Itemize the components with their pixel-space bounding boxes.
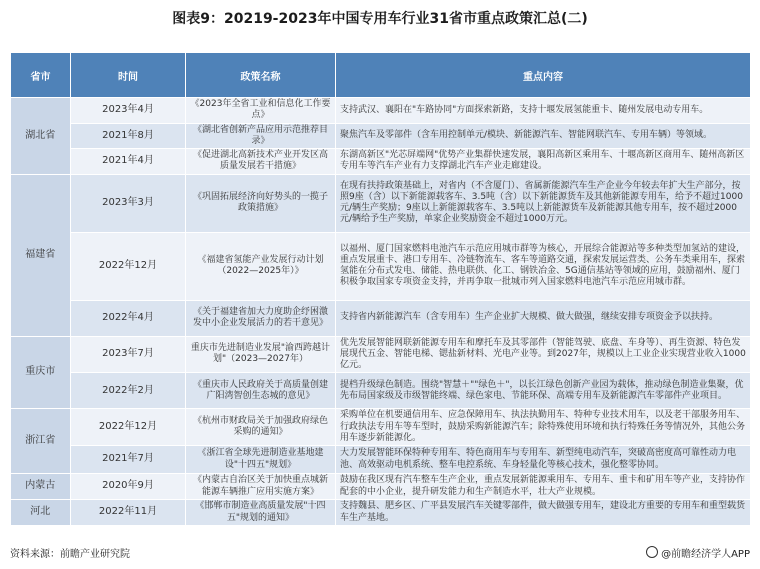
content-cell: 支持武汉、襄阳在"车路协同"方面探索新路，支持十堰发展氢能重卡、随州发展电动专用车。 — [336, 98, 751, 124]
policy-name-cell: 《湖北省创新产品应用示范推荐目录》 — [186, 123, 336, 149]
policy-table — [10, 52, 751, 526]
table-row — [11, 409, 751, 446]
province-cell: 内蒙古 — [11, 474, 71, 500]
content-cell: 采购单位在机要通信用车、应急保障用车、执法执勤用车、特种专业技术用车，以及老干部服务用车、行政执法专用车等车型时，鼓励采购新能源汽车；除特殊使用环境和执行特殊任务等情况外，其他公务用车逐步新能源化。 — [336, 409, 751, 446]
province-cell: 重庆市 — [11, 336, 71, 409]
brand-logo-icon — [646, 546, 658, 558]
content-cell: 支持省内新能源汽车（含专用车）生产企业扩大规模、做大做强，继续安排专项资金予以扶持。 — [336, 300, 751, 336]
table-row — [11, 123, 751, 149]
table-row — [11, 474, 751, 500]
province-cell: 湖北省 — [11, 98, 71, 175]
table-row — [11, 149, 751, 175]
policy-table-container — [10, 52, 750, 526]
time-cell: 2022年12月 — [71, 409, 186, 446]
policy-name-cell: 重庆市先进制造业发展"渝西跨越计划"（2023—2027年） — [186, 336, 336, 373]
content-cell: 优先发展智能网联新能源专用车和摩托车及其零部件（智能驾驶、底盘、车身等）、再生资源、特色发展现代五金、智能电梯、锶盐新材料、光电产业等。到2027年，规模以上工业企业实现营业收入1000亿元。 — [336, 336, 751, 373]
policy-name-cell: 《促进湖北高新技术产业开发区高质量发展若干措施》 — [186, 149, 336, 175]
chart-title: 图表9：20219-2023年中国专用车行业31省市重点政策汇总(二) — [172, 11, 588, 27]
policy-name-cell: 《福建省氢能产业发展行动计划（2022—2025年）》 — [186, 232, 336, 300]
time-cell: 2023年4月 — [71, 98, 186, 124]
header-policy-name: 政策名称 — [186, 53, 336, 98]
content-cell: 大力发展智能环保特种专用车、特色商用车与专用车、新型纯电动汽车，突破高密度高可靠性动力电池、高效驱动电机系统、整车电控系统、车身轻量化等核心技术，强化整零协同。 — [336, 446, 751, 474]
province-cell: 浙江省 — [11, 409, 71, 474]
table-row — [11, 336, 751, 373]
time-cell: 2022年11月 — [71, 500, 186, 526]
province-cell: 福建省 — [11, 174, 71, 336]
time-cell: 2022年2月 — [71, 373, 186, 409]
policy-name-cell: 《巩固拓展经济向好势头的一揽子政策措施》 — [186, 174, 336, 232]
brand-note — [646, 545, 750, 560]
time-cell: 2023年7月 — [71, 336, 186, 373]
content-cell: 支持魏县、肥乡区、广平县发展汽车关键零部件，做大做强专用车，建设北方重要的专用车和重型载货车生产基地。 — [336, 500, 751, 526]
header-key-content: 重点内容 — [336, 53, 751, 98]
table-row — [11, 98, 751, 124]
time-cell: 2021年7月 — [71, 446, 186, 474]
source-note: 资料来源：前瞻产业研究院 — [10, 549, 130, 560]
time-cell: 2023年3月 — [71, 174, 186, 232]
policy-name-cell: 《浙江省全球先进制造业基地建设"十四五"规划》 — [186, 446, 336, 474]
table-row — [11, 446, 751, 474]
policy-name-cell: 《杭州市财政局关于加强政府绿色采购的通知》 — [186, 409, 336, 446]
content-cell: 提档升级绿色制造。围绕"智慧＋""绿色＋"，以长江绿色创新产业园为载体，推动绿色制造业集聚，优先布局国家级及市级智能终端、绿色家电、节能环保、高端专用车及新能源汽车零部件产业项目。 — [336, 373, 751, 409]
content-cell: 鼓励在我区现有汽车整车生产企业，重点发展新能源乘用车、专用车、重卡和矿用车等产业，支持协作配套的中小企业，提升研发能力和生产制造水平，壮大产业规模。 — [336, 474, 751, 500]
header-time: 时间 — [71, 53, 186, 98]
policy-name-cell: 《2023年全省工业和信息化工作要点》 — [186, 98, 336, 124]
policy-name-cell: 《内蒙古自治区关于加快重点城新能源车辆推广应用实施方案》 — [186, 474, 336, 500]
content-cell: 聚焦汽车及零部件（含车用控制单元/模块、新能源汽车、智能网联汽车、专用车辆）等领域。 — [336, 123, 751, 149]
table-header-row — [11, 53, 751, 98]
header-province: 省市 — [11, 53, 71, 98]
policy-name-cell: 《关于福建省加大力度助企纾困激发中小企业发展活力的若干意见》 — [186, 300, 336, 336]
brand-text: @前瞻经济学人APP — [661, 549, 750, 560]
content-cell: 以福州、厦门国家燃料电池汽车示范应用城市群等为核心，开展综合能源站等多种类型加氢站的建设，重点发展重卡、港口专用车、冷链物流车、客车等道路交通，探索发展运营类、公务车类乘用车，探索氢能在分布式发电、储能、热电联供、化工、钢铁冶金、5G通信基站等领域的应用，鼓励福州、厦门积极争取国家专项资金支持，并再争取一批城市列入国家燃料电池汽车示范应用城市群。 — [336, 232, 751, 300]
content-cell: 在现有扶持政策基础上，对省内（不含厦门）、省属新能源汽车生产企业今年较去年扩大生产部分，按照9座（含）以下新能源载客车、3.5吨（含）以下新能源货车及其他新能源专用车，给予不超过1000元/辆生产奖励；9座以上新能源载客车、3.5吨以上新能源货车及新能源其他专用车，按不超过2000元/辆给予生产奖励，单家企业奖励资金不超过1000万元。 — [336, 174, 751, 232]
table-row — [11, 174, 751, 232]
table-row — [11, 300, 751, 336]
policy-name-cell: 《重庆市人民政府关于高质量创建广阳湾智创生态城的意见》 — [186, 373, 336, 409]
time-cell: 2020年9月 — [71, 474, 186, 500]
time-cell: 2021年4月 — [71, 149, 186, 175]
table-row — [11, 500, 751, 526]
time-cell: 2022年4月 — [71, 300, 186, 336]
policy-name-cell: 《邯郸市制造业高质量发展"十四五"规划的通知》 — [186, 500, 336, 526]
time-cell: 2021年8月 — [71, 123, 186, 149]
table-row — [11, 373, 751, 409]
time-cell: 2022年12月 — [71, 232, 186, 300]
content-cell: 东湖高新区"光芯屏端网"优势产业集群快速发展，襄阳高新区乘用车、十堰高新区商用车、随州高新区专用车等汽车产业有力支撑湖北汽车产业走廊建设。 — [336, 149, 751, 175]
province-cell: 河北 — [11, 500, 71, 526]
table-row — [11, 232, 751, 300]
